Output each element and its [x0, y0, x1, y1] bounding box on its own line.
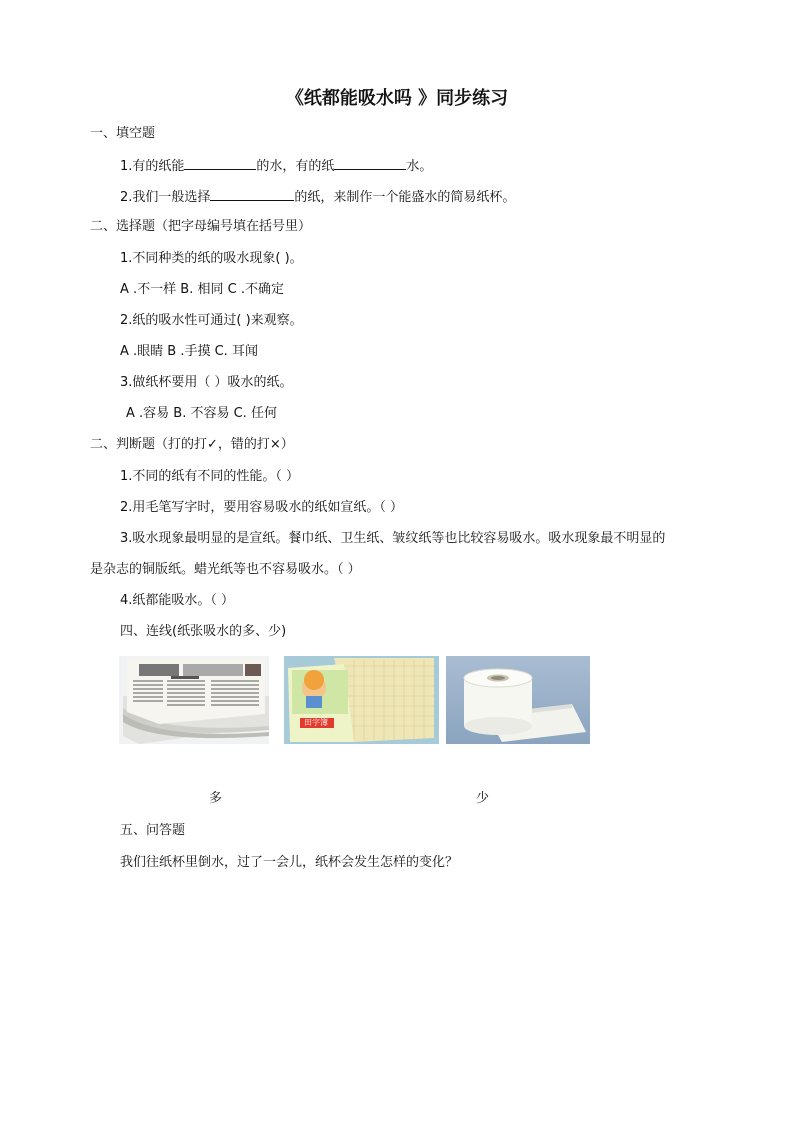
judge-question-3-line-2: 是杂志的铜版纸。蜡光纸等也不容易吸水。（ ）	[90, 562, 361, 577]
fill-question-1	[120, 156, 432, 176]
section-fill-blank-heading: 一、填空题	[90, 126, 156, 141]
fill-q1-text-a: 1.有的纸能	[120, 159, 185, 174]
fill-q1-blank-2[interactable]	[334, 156, 406, 170]
fill-question-2	[120, 187, 515, 207]
newspaper-image	[119, 656, 269, 744]
fill-q1-text-c: 水。	[406, 159, 433, 174]
fill-q1-blank-1[interactable]	[184, 156, 256, 170]
label-more: 多	[209, 791, 223, 806]
section-qa-heading: 五、问答题	[120, 823, 186, 838]
page-title: 《纸都能吸水吗 》同步练习	[285, 88, 509, 109]
choice-question-1: 1.不同种类的纸的吸水现象( )。	[120, 251, 303, 266]
fill-q1-text-b: 的水，有的纸	[256, 159, 335, 174]
section-choice-heading: 二、选择题（把字母编号填在括号里）	[90, 219, 312, 234]
fill-q2-blank[interactable]	[210, 187, 294, 201]
judge-question-1: 1.不同的纸有不同的性能。（ ）	[120, 469, 300, 484]
choice-question-3: 3.做纸杯要用（ ）吸水的纸。	[120, 375, 293, 390]
qa-question-1: 我们往纸杯里倒水，过了一会儿，纸杯会发生怎样的变化？	[120, 855, 459, 870]
choice-question-3-options: A .容易 B. 不容易 C. 任何	[126, 406, 277, 421]
fill-q2-text-b: 的纸，来制作一个能盛水的简易纸杯。	[294, 190, 516, 205]
judge-question-4: 4.纸都能吸水。（ ）	[120, 593, 235, 608]
notebook-cover-text: 田字簿	[304, 718, 328, 727]
section-match-heading: 四、连线(纸张吸水的多、少)	[120, 624, 287, 639]
label-less: 少	[476, 791, 490, 806]
choice-question-2-options: A .眼睛 B .手摸 C. 耳闻	[120, 344, 258, 359]
judge-question-3-line-1: 3.吸水现象最明显的是宣纸。餐巾纸、卫生纸、皱纹纸等也比较容易吸水。吸水现象最不明显的	[120, 531, 666, 546]
notebook-image	[284, 656, 439, 744]
toilet-paper-image	[446, 656, 590, 744]
fill-q2-text-a: 2.我们一般选择	[120, 190, 211, 205]
section-judge-heading: 二、判断题（打的打✓，错的打×）	[90, 437, 294, 452]
judge-question-2: 2.用毛笔写字时，要用容易吸水的纸如宣纸。（ ）	[120, 500, 404, 515]
choice-question-2: 2.纸的吸水性可通过( )来观察。	[120, 313, 303, 328]
choice-question-1-options: A .不一样 B. 相同 C .不确定	[120, 282, 284, 297]
